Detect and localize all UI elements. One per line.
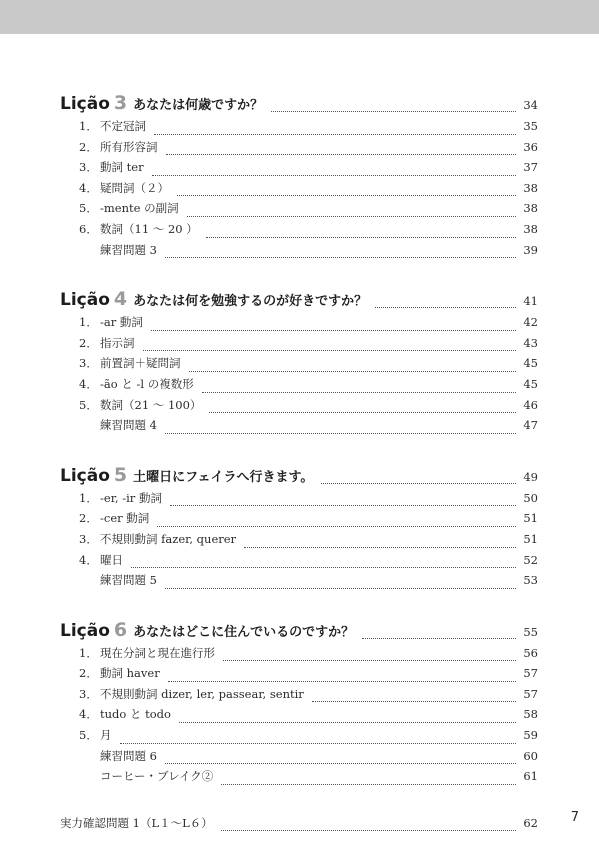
lesson-heading[interactable] (60, 92, 538, 116)
entry-text: 疑問詞（２） (100, 180, 169, 195)
entry-number: 2． (79, 139, 98, 154)
entry-text: 練習問題 5 (100, 573, 157, 588)
lesson-title: あなたは何歳ですか？ (133, 98, 264, 113)
dot-leader (244, 547, 516, 548)
entry-text: 数詞（21 ～ 100） (100, 397, 202, 412)
toc-entry[interactable] (60, 510, 538, 531)
dot-leader (223, 660, 516, 661)
entry-text: 数詞（11 ～ 20 ） (100, 221, 198, 236)
entry-text: -mente の副詞 (100, 201, 179, 216)
entry-number: 1． (79, 645, 98, 660)
entry-number: 3． (79, 160, 98, 175)
entry-text: 前置詞＋疑問詞 (100, 356, 181, 371)
page-ref: 59 (523, 728, 538, 743)
toc-entry[interactable] (60, 490, 538, 511)
toc-entry[interactable] (60, 118, 538, 139)
page-ref: 51 (523, 511, 538, 526)
entry-number: 3． (79, 686, 98, 701)
toc-entry[interactable] (60, 180, 538, 201)
page-ref: 49 (523, 469, 538, 484)
page-ref: 36 (523, 139, 538, 154)
toc-entry[interactable] (60, 355, 538, 376)
entry-number: 1． (79, 119, 98, 133)
dot-leader (177, 195, 516, 196)
lesson-title: あなたはどこに住んでいるのですか？ (133, 624, 355, 640)
entry-text: 不定冠詞 (100, 119, 146, 133)
toc-entry[interactable] (60, 397, 538, 418)
toc-entry[interactable] (60, 665, 538, 686)
toc-entry[interactable] (60, 159, 538, 180)
entry-text: -ão と -l の複数形 (100, 376, 194, 391)
page-ref: 58 (523, 707, 538, 722)
dot-leader (165, 257, 516, 258)
entry-number: 4． (79, 707, 98, 722)
entry-text: 練習問題 6 (100, 748, 157, 763)
dot-leader (151, 330, 516, 331)
entry-text: -ar 動詞 (100, 315, 143, 330)
dot-leader (165, 588, 516, 589)
entry-text: 実力確認問題 1（L１～L６） (60, 815, 213, 830)
page-ref: 47 (523, 418, 538, 433)
page-ref: 42 (523, 315, 538, 330)
entry-number: 3． (79, 531, 98, 546)
toc-entry[interactable] (60, 768, 538, 789)
page-number: 7 (570, 810, 579, 825)
lesson-section-5 (60, 464, 538, 593)
entry-text: 動詞 haver (100, 666, 160, 681)
page-ref: 50 (523, 490, 538, 505)
entry-number: 4． (79, 376, 98, 391)
dot-leader (168, 681, 516, 682)
entry-number: 2． (79, 511, 98, 526)
page-ref: 38 (523, 180, 538, 195)
toc-entry[interactable] (60, 686, 538, 707)
toc-entry[interactable] (60, 645, 538, 666)
entry-number: 2． (79, 666, 98, 681)
toc-entry[interactable] (60, 727, 538, 748)
dot-leader (321, 483, 516, 484)
toc-entry[interactable] (60, 139, 538, 160)
dot-leader (202, 392, 516, 393)
toc-entry[interactable] (60, 200, 538, 221)
toc-entry-assessment[interactable] (60, 815, 538, 836)
lesson-heading[interactable] (60, 464, 538, 488)
entry-text: 動詞 ter (100, 160, 144, 175)
entry-text: tudo と todo (100, 707, 171, 722)
toc-entry[interactable] (60, 417, 538, 438)
dot-leader (152, 175, 516, 176)
entry-number: 2． (79, 335, 98, 350)
lesson-label: Lição (60, 290, 110, 311)
page-ref: 34 (523, 98, 538, 112)
toc-entry[interactable] (60, 221, 538, 242)
dot-leader (143, 350, 517, 351)
page-ref: 35 (523, 119, 538, 133)
page-ref: 37 (523, 160, 538, 175)
dot-leader (157, 526, 516, 527)
lesson-title: 土曜日にフェイラへ行きます。 (133, 469, 314, 485)
lesson-section-4 (60, 288, 538, 438)
lesson-title: あなたは何を勉強するのが好きですか？ (133, 294, 368, 310)
entry-text: 指示詞 (100, 335, 135, 350)
entry-text: -cer 動詞 (100, 511, 150, 526)
entry-text: 月 (100, 728, 112, 743)
header-band (0, 0, 599, 34)
dot-leader (170, 505, 516, 506)
dot-leader (206, 237, 516, 238)
lesson-heading[interactable] (60, 619, 538, 643)
toc-entry[interactable] (60, 335, 538, 356)
lesson-number: 5 (113, 463, 128, 486)
entry-number: 1． (79, 315, 98, 330)
toc-entry[interactable] (60, 376, 538, 397)
entry-text: 所有形容詞 (100, 139, 158, 154)
entry-text: 不規則動詞 fazer, querer (100, 531, 237, 546)
page-ref: 43 (523, 335, 538, 350)
page-ref: 52 (523, 552, 538, 567)
page-ref: 56 (523, 645, 538, 660)
page-ref: 38 (523, 201, 538, 216)
entry-number: 4． (79, 552, 98, 567)
dot-leader (179, 722, 516, 723)
entry-text: 現在分詞と現在進行形 (100, 645, 215, 660)
lesson-heading[interactable] (60, 288, 538, 312)
dot-leader (187, 216, 516, 217)
entry-text: 練習問題 4 (100, 418, 157, 433)
dot-leader (165, 433, 516, 434)
page-ref: 38 (523, 221, 538, 236)
entry-number: 5． (79, 397, 98, 412)
page-ref: 57 (523, 666, 538, 681)
page-ref: 45 (523, 376, 538, 391)
dot-leader (271, 111, 516, 112)
lesson-label: Lição (60, 620, 110, 641)
lesson-section-3 (60, 92, 538, 262)
entry-number: 6． (79, 221, 98, 236)
entry-text: 練習問題 3 (100, 242, 157, 257)
page-ref: 51 (523, 531, 538, 546)
page-ref: 55 (523, 624, 538, 639)
page-ref: 46 (523, 397, 538, 412)
page-ref: 61 (523, 769, 538, 784)
toc-entry[interactable] (60, 531, 538, 552)
page-ref: 53 (523, 573, 538, 588)
page-ref: 41 (523, 294, 538, 309)
toc-entry[interactable] (60, 552, 538, 573)
dot-leader (131, 567, 516, 568)
page-ref: 62 (523, 815, 538, 830)
lesson-label: Lição (60, 94, 110, 114)
page-ref: 60 (523, 748, 538, 763)
toc-entry[interactable] (60, 314, 538, 335)
lesson-number: 4 (113, 288, 128, 311)
page-ref: 45 (523, 356, 538, 371)
entry-number: 1． (79, 490, 98, 505)
toc-entry[interactable] (60, 748, 538, 769)
lesson-section-6 (60, 619, 538, 789)
dot-leader (154, 134, 516, 135)
dot-leader (189, 371, 517, 372)
page-ref: 57 (523, 686, 538, 701)
entry-number: 3． (79, 356, 98, 371)
dot-leader (375, 307, 516, 308)
dot-leader (166, 154, 517, 155)
page-ref: 39 (523, 242, 538, 257)
dot-leader (221, 784, 516, 785)
entry-number: 5． (79, 728, 98, 743)
toc-entry[interactable] (60, 242, 538, 263)
lesson-number: 6 (113, 618, 128, 641)
entry-number: 4． (79, 180, 98, 195)
entry-text: 曜日 (100, 552, 123, 567)
lesson-label: Lição (60, 465, 110, 486)
dot-leader (120, 743, 517, 744)
dot-leader (362, 638, 516, 639)
toc-entry[interactable] (60, 572, 538, 593)
dot-leader (221, 830, 516, 831)
dot-leader (165, 763, 516, 764)
dot-leader (312, 701, 516, 702)
entry-text: 不規則動詞 dizer, ler, passear, sentir (100, 686, 304, 701)
entry-text: -er, -ir 動詞 (100, 490, 162, 505)
toc-entry[interactable] (60, 706, 538, 727)
entry-number: 5． (79, 201, 98, 216)
lesson-number: 3 (113, 92, 128, 114)
dot-leader (209, 412, 516, 413)
entry-text: コーヒー・ブレイク② (100, 769, 214, 784)
table-of-contents (60, 92, 538, 835)
